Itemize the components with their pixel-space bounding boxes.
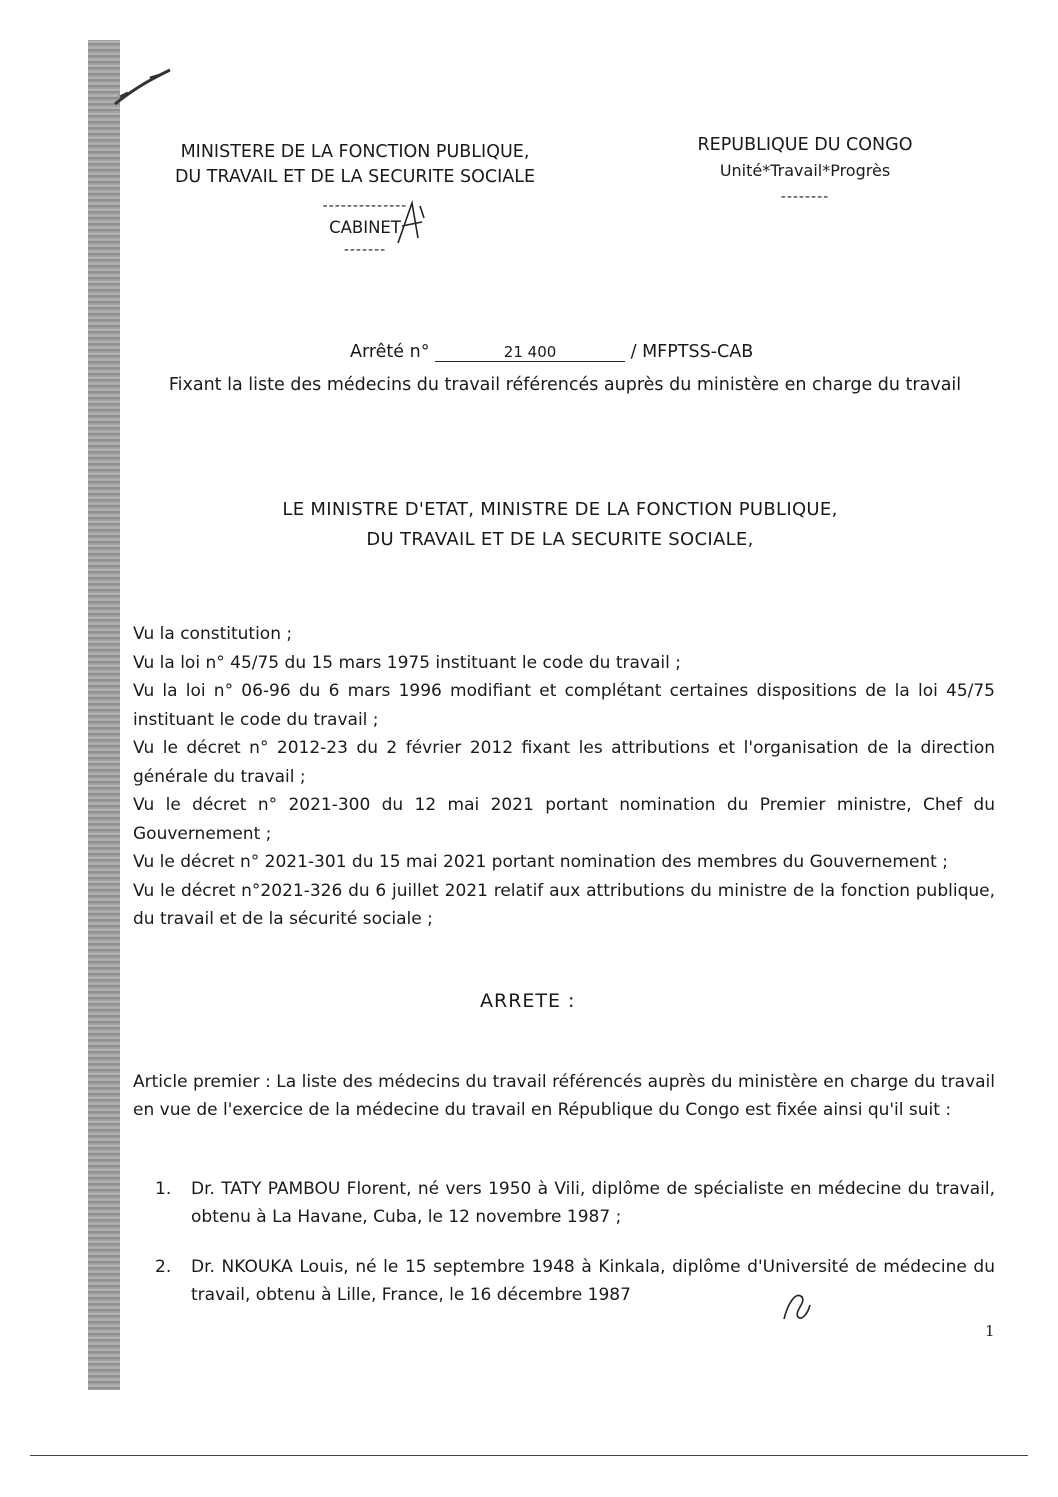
republic-dashes: --------: [780, 189, 830, 205]
cabinet-label: CABINET: [329, 218, 401, 237]
visa-item: Vu le décret n°2021-326 du 6 juillet 2021 relatif aux attributions du ministre de la fonction publique, du travail et de la sécurité sociale ;: [133, 880, 995, 929]
visa-item: Vu la constitution ;: [133, 624, 293, 644]
visa-item: Vu la loi n° 45/75 du 15 mars 1975 instituant le code du travail ;: [133, 652, 681, 673]
doctor-list: [155, 1175, 995, 1331]
page-bottom-rule: [30, 1455, 1028, 1456]
scan-edge-strip: [88, 40, 120, 1390]
pen-mark-icon: [110, 62, 180, 112]
republic-header: [670, 132, 940, 210]
cabinet-dashes-bottom: -------: [343, 242, 387, 258]
minister-line-1: LE MINISTRE D'ETAT, MINISTRE DE LA FONCTION PUBLIQUE,: [282, 499, 838, 520]
ministry-line-2: DU TRAVAIL ET DE LA SECURITE SOCIALE: [174, 167, 536, 187]
list-item-text: Dr. TATY PAMBOU Florent, né vers 1950 à Vili, diplôme de spécialiste en médecine du travail, obtenu à La Havane, Cuba, le 12 novembre 1987 ;: [191, 1179, 995, 1227]
republic-name: REPUBLIQUE DU CONGO: [697, 135, 913, 155]
minister-title: [160, 495, 960, 555]
visa-item: Vu le décret n° 2021-301 du 15 mai 2021 portant nomination des membres du Gouvernement ;: [133, 852, 948, 872]
ministry-line-1: MINISTERE DE LA FONCTION PUBLIQUE,: [180, 142, 530, 162]
list-item-text: Dr. NKOUKA Louis, né le 15 septembre 1948 à Kinkala, diplôme d'Université de médecine du travail, obtenu à Lille, France, le 16 décembre 1987: [191, 1257, 995, 1305]
visa-item: Vu le décret n° 2012-23 du 2 février 2012 fixant les attributions et l'organisation de la direction générale du travail ;: [133, 738, 995, 787]
visas-section: [133, 620, 995, 934]
arrete-number: 21 400: [435, 343, 625, 362]
ministry-header: [150, 140, 560, 190]
article-text: Article premier : La liste des médecins du travail référencés auprès du ministère en charge du travail en vue de l'exercice de la médecine du travail en République du Congo est fixée ainsi qu'il suit :: [133, 1072, 995, 1120]
list-item-number: 2.: [155, 1257, 172, 1277]
arrete-prefix: Arrêté n°: [350, 342, 430, 362]
cabinet-dashes-top: --------------: [322, 198, 408, 214]
arrete-number-line: [350, 342, 753, 362]
list-item: [155, 1175, 995, 1231]
initials-signature: [390, 198, 430, 248]
paraph-signature: [778, 1283, 814, 1325]
list-item: [155, 1253, 995, 1309]
republic-motto: Unité*Travail*Progrès: [719, 161, 891, 180]
list-item-number: 1.: [155, 1179, 172, 1199]
decision-heading: ARRETE :: [480, 990, 576, 1012]
visa-item: Vu le décret n° 2021-300 du 12 mai 2021 portant nomination du Premier ministre, Chef du Gouvernement ;: [133, 795, 995, 844]
visa-item: Vu la loi n° 06-96 du 6 mars 1996 modifiant et complétant certaines dispositions de la loi 45/75 instituant le code du travail ;: [133, 681, 995, 730]
minister-line-2: DU TRAVAIL ET DE LA SECURITE SOCIALE,: [366, 529, 754, 550]
article-premier: [133, 1068, 995, 1124]
arrete-subtitle: Fixant la liste des médecins du travail référencés auprès du ministère en charge du travail: [168, 375, 962, 395]
page-number: 1: [985, 1322, 995, 1340]
arrete-suffix: / MFPTSS-CAB: [630, 342, 754, 362]
